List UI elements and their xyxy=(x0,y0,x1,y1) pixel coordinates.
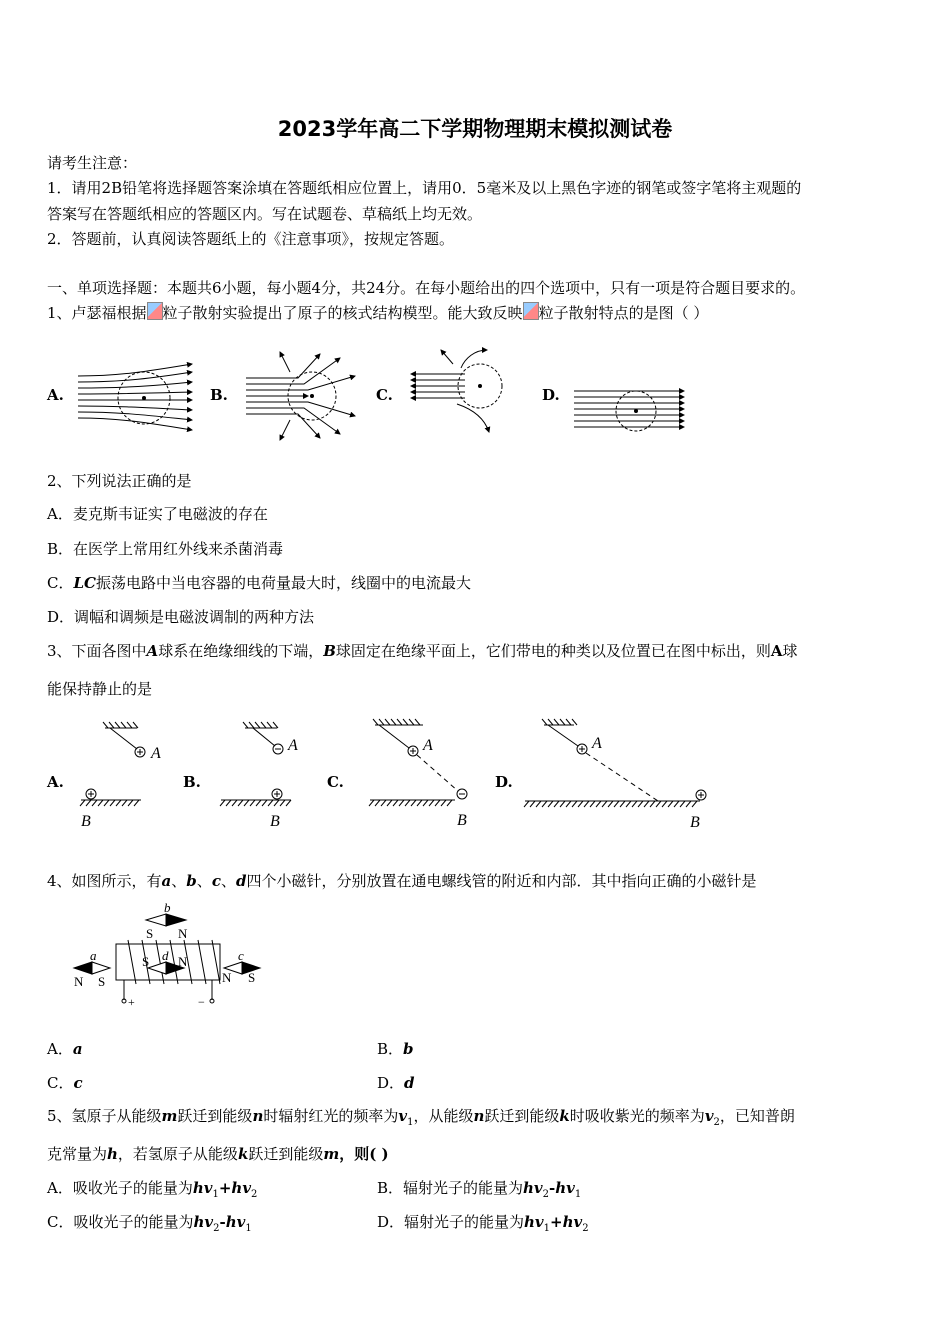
q2-option-d: D．调幅和调频是电磁波调制的两种方法 xyxy=(47,608,315,626)
needle-d-n: N xyxy=(178,954,188,969)
q3-label-d: D. xyxy=(495,773,513,791)
q1-stem: 1、卢瑟福根据 粒子散射实验提出了原子的核式结构模型。能大致反映 粒子散射特点的是图（ ） xyxy=(47,304,709,322)
q2-option-c: C．LC振荡电路中当电容器的电荷量最大时，线圈中的电流最大 xyxy=(47,574,471,592)
q3a-ball-a-label: A xyxy=(151,745,161,762)
needle-a-label: a xyxy=(90,948,97,963)
q1-label-c: C. xyxy=(376,386,393,404)
alpha-symbol-image xyxy=(523,302,539,320)
q3-stem-line2: 能保持静止的是 xyxy=(47,680,153,698)
q3d-ball-a-label: A xyxy=(592,735,602,752)
needle-b-n: N xyxy=(178,926,188,941)
q3b-ball-a-label: A xyxy=(288,737,298,754)
q3-label-a: A. xyxy=(47,773,64,791)
notice-item2: 2．答题前，认真阅读答题纸上的《注意事项》，按规定答题。 xyxy=(47,230,455,248)
q3-stem-line1: 3、下面各图中A球系在绝缘细线的下端，B球固定在绝缘平面上，它们带电的种类以及位置已在图中标出，则A球 xyxy=(47,642,798,660)
q4-option-c: C．c xyxy=(47,1074,83,1092)
q1-label-d: D. xyxy=(542,386,560,404)
q2-option-b: B．在医学上常用红外线来杀菌消毒 xyxy=(47,540,284,558)
q3c-ball-b-label: B xyxy=(457,812,467,829)
q5-option-b: B．辐射光子的能量为$hv_2-hv_1$ xyxy=(377,1179,582,1200)
q4-stem: 4、如图所示，有a、b、c、d四个小磁针，分别放置在通电螺线管的附近和内部．其中指向正确的小磁针是 xyxy=(47,872,757,890)
q5-option-a: A．吸收光子的能量为$hv_1+hv_2$ xyxy=(47,1179,258,1200)
needle-c-label: c xyxy=(238,948,244,963)
q2-stem: 2、下列说法正确的是 xyxy=(47,472,192,490)
needle-a-s: S xyxy=(98,974,106,989)
needle-b-s: S xyxy=(146,926,154,941)
needle-d-s: S xyxy=(142,954,150,969)
q3-figure-a xyxy=(75,718,175,833)
terminal-minus: − xyxy=(198,995,205,1009)
q3-label-c: C. xyxy=(327,773,344,791)
q4-solenoid-figure xyxy=(70,900,270,1010)
q3a-ball-b-label: B xyxy=(81,813,91,830)
q5-stem-line1: 5、氢原子从能级m跃迁到能级n时辐射红光的频率为$v_1$，从能级n跃迁到能级k时吸收紫光的频率为$v_2$，已知普朗 xyxy=(47,1107,795,1128)
q3-label-b: B. xyxy=(183,773,201,791)
q4-option-d: D．d xyxy=(377,1074,415,1092)
q1-figure-a xyxy=(74,360,199,435)
q3-figure-c xyxy=(365,715,495,835)
q1-figure-c xyxy=(405,350,525,435)
q3d-ball-b-label: B xyxy=(690,814,700,831)
q5-stem-line2: 克常量为h，若氢原子从能级k跃迁到能级m，则( ) xyxy=(47,1145,389,1163)
q1-figure-b xyxy=(240,352,360,437)
needle-a-n: N xyxy=(74,974,84,989)
needle-d-label: d xyxy=(162,948,169,963)
q3-figure-b xyxy=(215,718,315,833)
terminal-plus: + xyxy=(128,995,135,1009)
needle-c-s: S xyxy=(248,970,256,985)
q4-option-b: B．b xyxy=(377,1040,414,1058)
section1-heading: 一、单项选择题：本题共6小题，每小题4分，共24分。在每小题给出的四个选项中，只有一项是符合题目要求的。 xyxy=(47,279,806,297)
q4-option-a: A．a xyxy=(47,1040,83,1058)
q5-option-d: D．辐射光子的能量为$hv_1+hv_2$ xyxy=(377,1213,589,1234)
q1-label-b: B. xyxy=(210,386,228,404)
q5-option-c: C．吸收光子的能量为$hv_2-hv_1$ xyxy=(47,1213,252,1234)
q1-figure-d xyxy=(570,384,690,434)
q3c-ball-a-label: A xyxy=(423,737,433,754)
page-title: 2023学年高二下学期物理期末模拟测试卷 xyxy=(277,117,673,141)
alpha-symbol-image xyxy=(147,302,163,320)
q3-figure-d xyxy=(520,715,720,835)
q1-label-a: A. xyxy=(47,386,64,404)
q3b-ball-b-label: B xyxy=(270,813,280,830)
needle-b-label: b xyxy=(164,900,171,915)
notice-item1-line2: 答案写在答题纸相应的答题区内。写在试题卷、草稿纸上均无效。 xyxy=(47,205,483,223)
notice-heading: 请考生注意： xyxy=(47,154,138,172)
notice-item1-line1: 1．请用2B铅笔将选择题答案涂填在答题纸相应位置上，请用0．5毫米及以上黑色字迹的钢笔或签字笔将主观题的 xyxy=(47,179,802,197)
q2-option-a: A．麦克斯韦证实了电磁波的存在 xyxy=(47,505,268,523)
needle-c-n: N xyxy=(222,970,232,985)
